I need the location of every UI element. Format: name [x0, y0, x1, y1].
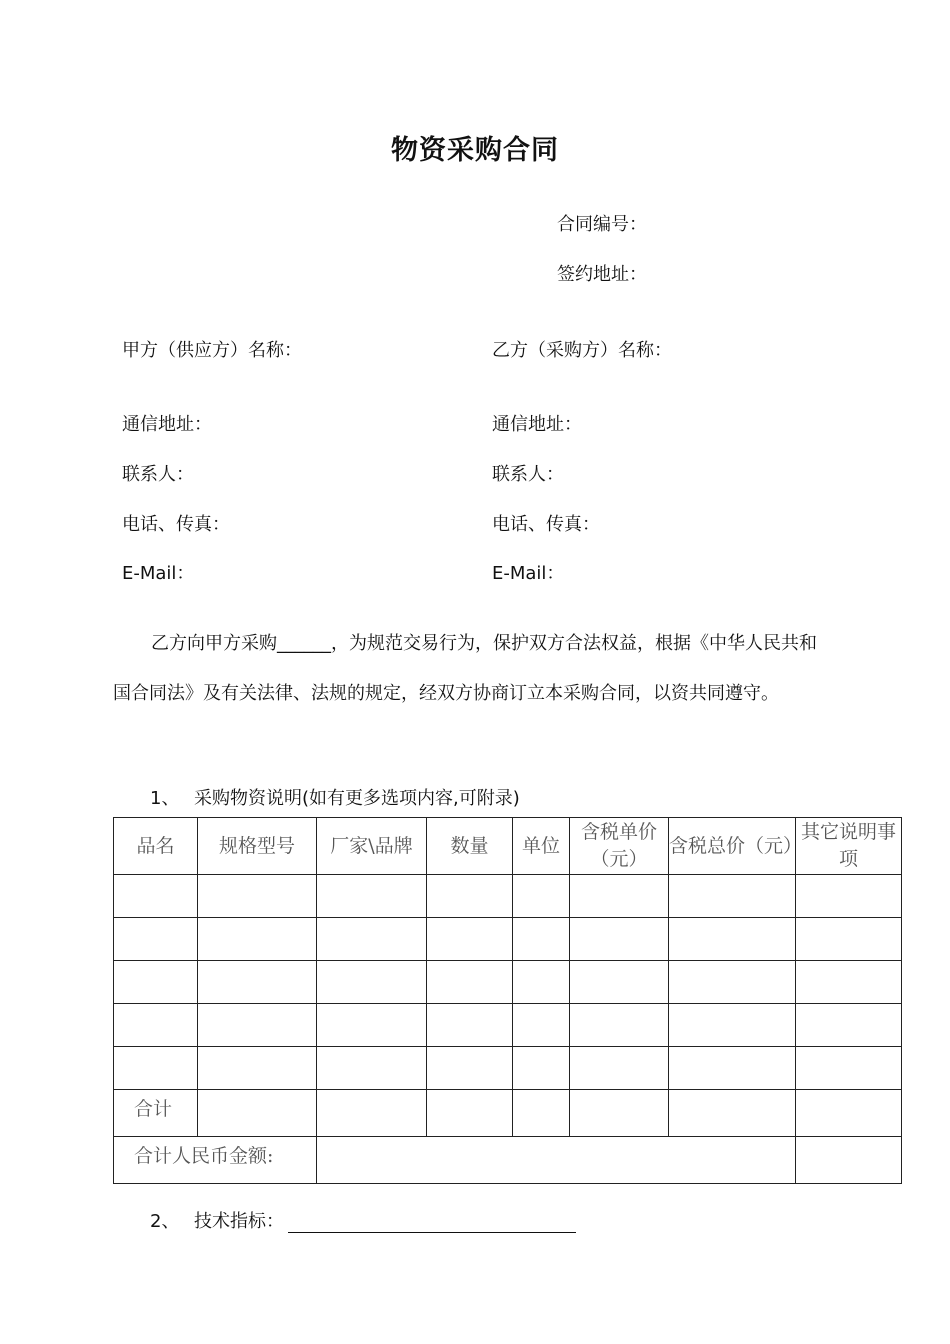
- table-cell[interactable]: [669, 875, 796, 918]
- party-a-email-label: E-Mail：: [122, 563, 195, 584]
- party-a-name-label: 甲方（供应方）名称：: [122, 340, 302, 361]
- table-cell[interactable]: [570, 1047, 669, 1090]
- table-cell[interactable]: [796, 961, 902, 1004]
- table-cell[interactable]: [317, 1047, 427, 1090]
- header-item-name: 品名: [114, 818, 198, 875]
- header-other-notes: 其它说明事项: [796, 818, 902, 875]
- table-cell[interactable]: [796, 875, 902, 918]
- table-cell[interactable]: [796, 1090, 902, 1137]
- table-cell[interactable]: [669, 1047, 796, 1090]
- section-2-heading: [150, 1207, 576, 1233]
- header-manufacturer-brand: 厂家\品牌: [317, 818, 427, 875]
- subtotal-label: 合计: [114, 1090, 198, 1137]
- table-cell[interactable]: [570, 918, 669, 961]
- table-cell[interactable]: [570, 1090, 669, 1137]
- section-1-text: 采购物资说明(如有更多选项内容,可附录): [194, 788, 520, 809]
- table-cell[interactable]: [570, 961, 669, 1004]
- table-cell[interactable]: [427, 1090, 513, 1137]
- table-cell[interactable]: [317, 1090, 427, 1137]
- table-cell[interactable]: [427, 961, 513, 1004]
- table-cell[interactable]: [427, 875, 513, 918]
- table-cell[interactable]: [796, 1047, 902, 1090]
- table-cell[interactable]: [513, 1047, 570, 1090]
- section-1-heading: [150, 784, 520, 810]
- table-cell[interactable]: [427, 918, 513, 961]
- contract-number-label: 合同编号：: [557, 214, 647, 235]
- table-row: [114, 1047, 902, 1090]
- intro-paragraph: [113, 619, 833, 719]
- table-cell[interactable]: [669, 1004, 796, 1047]
- table-cell[interactable]: [317, 1004, 427, 1047]
- table-cell[interactable]: [198, 875, 317, 918]
- table-cell[interactable]: [669, 1090, 796, 1137]
- table-row: [114, 875, 902, 918]
- table-cell[interactable]: [796, 1137, 902, 1184]
- table-cell[interactable]: [198, 961, 317, 1004]
- table-cell[interactable]: [198, 1090, 317, 1137]
- table-cell[interactable]: [198, 918, 317, 961]
- header-unit: 单位: [513, 818, 570, 875]
- table-cell[interactable]: [513, 1090, 570, 1137]
- header-spec-model: 规格型号: [198, 818, 317, 875]
- table-cell[interactable]: [570, 1004, 669, 1047]
- table-cell[interactable]: [796, 918, 902, 961]
- party-a-contact-label: 联系人：: [122, 464, 194, 485]
- header-unit-price: 含税单价（元）: [570, 818, 669, 875]
- party-a-phone-label: 电话、传真：: [122, 514, 230, 535]
- party-b-name-label: 乙方（采购方）名称：: [492, 340, 672, 361]
- table-cell[interactable]: [669, 918, 796, 961]
- table-row: [114, 961, 902, 1004]
- table-cell[interactable]: [198, 1047, 317, 1090]
- signing-place-label: 签约地址：: [557, 264, 647, 285]
- table-cell[interactable]: [513, 1004, 570, 1047]
- party-b-phone-label: 电话、传真：: [492, 514, 600, 535]
- table-row: [114, 918, 902, 961]
- document-title: 物资采购合同: [391, 135, 559, 166]
- total-rmb-label: 合计人民币金额:: [114, 1137, 317, 1184]
- section-2-number: 2、: [150, 1211, 180, 1232]
- header-quantity: 数量: [427, 818, 513, 875]
- party-b-email-label: E-Mail：: [492, 563, 565, 584]
- table-cell[interactable]: [669, 961, 796, 1004]
- table-cell[interactable]: [114, 875, 198, 918]
- section-2-text: 技术指标：: [194, 1211, 284, 1232]
- table-cell[interactable]: [114, 918, 198, 961]
- total-rmb-row: [114, 1137, 902, 1184]
- table-cell[interactable]: [513, 918, 570, 961]
- table-cell[interactable]: [513, 961, 570, 1004]
- party-b-address-label: 通信地址：: [492, 414, 582, 435]
- table-cell[interactable]: [114, 1047, 198, 1090]
- table-cell[interactable]: [317, 961, 427, 1004]
- table-cell[interactable]: [513, 875, 570, 918]
- materials-table: [113, 817, 902, 1184]
- header-total-price: 含税总价（元）: [669, 818, 796, 875]
- table-cell[interactable]: [114, 1004, 198, 1047]
- intro-text: 乙方向甲方采购______，为规范交易行为，保护双方合法权益，根据《中华人民共和国合同法》及有关法律、法规的规定，经双方协商订立本采购合同，以资共同遵守。: [113, 633, 817, 704]
- table-cell[interactable]: [796, 1004, 902, 1047]
- table-cell[interactable]: [427, 1047, 513, 1090]
- table-cell[interactable]: [317, 875, 427, 918]
- table-cell[interactable]: [570, 875, 669, 918]
- technical-spec-blank[interactable]: [288, 1212, 576, 1233]
- table-header-row: [114, 818, 902, 875]
- table-cell[interactable]: [198, 1004, 317, 1047]
- total-rmb-value-cell[interactable]: [317, 1137, 796, 1184]
- subtotal-row: [114, 1090, 902, 1137]
- table-cell[interactable]: [427, 1004, 513, 1047]
- party-a-address-label: 通信地址：: [122, 414, 212, 435]
- section-1-number: 1、: [150, 788, 180, 809]
- table-cell[interactable]: [114, 961, 198, 1004]
- table-cell[interactable]: [317, 918, 427, 961]
- party-b-contact-label: 联系人：: [492, 464, 564, 485]
- table-row: [114, 1004, 902, 1047]
